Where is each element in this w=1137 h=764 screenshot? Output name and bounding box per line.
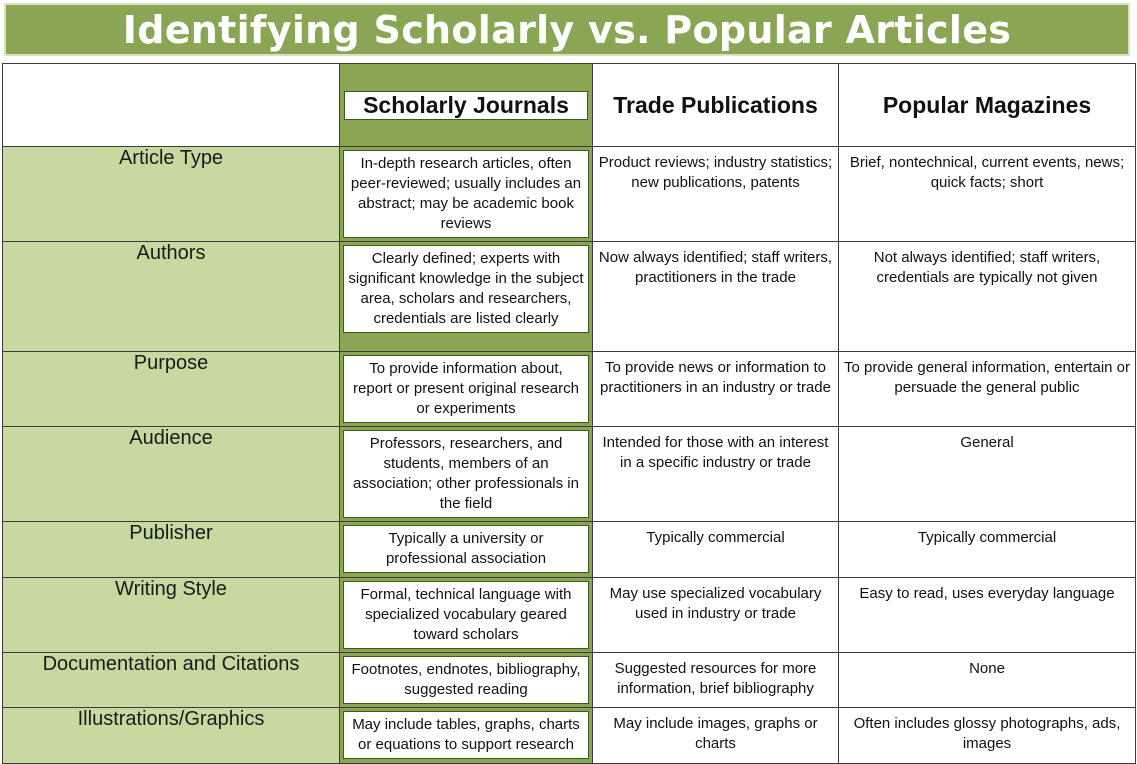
title-banner bbox=[0, 0, 1137, 62]
row-label: Audience bbox=[129, 427, 213, 449]
scholarly-text: Professors, researchers, and students, members of an association; other professionals in the field bbox=[343, 430, 589, 518]
table-row bbox=[3, 147, 1136, 242]
trade-cell: Now always identified; staff writers, practitioners in the trade bbox=[593, 242, 839, 352]
comparison-table bbox=[2, 63, 1136, 764]
popular-cell: Often includes glossy photographs, ads, images bbox=[839, 708, 1136, 764]
popular-cell: To provide general information, entertain or persuade the general public bbox=[839, 352, 1136, 427]
row-label: Publisher bbox=[129, 522, 213, 544]
header-popular-magazines bbox=[839, 64, 1136, 147]
scholarly-cell bbox=[340, 578, 593, 653]
trade-cell: Intended for those with an interest in a specific industry or trade bbox=[593, 427, 839, 522]
row-label-cell bbox=[3, 352, 340, 427]
popular-cell: Brief, nontechnical, current events, news; quick facts; short bbox=[839, 147, 1136, 242]
row-label-cell bbox=[3, 147, 340, 242]
trade-cell: May include images, graphs or charts bbox=[593, 708, 839, 764]
scholarly-text: To provide information about, report or present original research or experiments bbox=[343, 355, 589, 423]
row-label-cell bbox=[3, 653, 340, 708]
scholarly-cell bbox=[340, 427, 593, 522]
scholarly-cell bbox=[340, 147, 593, 242]
trade-cell: May use specialized vocabulary used in industry or trade bbox=[593, 578, 839, 653]
header-trade-publications bbox=[593, 64, 839, 147]
row-label-cell bbox=[3, 522, 340, 578]
page-title: Identifying Scholarly vs. Popular Articles bbox=[122, 7, 1012, 52]
header-scholarly-label: Scholarly Journals bbox=[344, 91, 588, 120]
trade-cell: To provide news or information to practitioners in an industry or trade bbox=[593, 352, 839, 427]
table-row bbox=[3, 242, 1136, 352]
table-row bbox=[3, 653, 1136, 708]
row-label-cell bbox=[3, 242, 340, 352]
trade-cell: Typically commercial bbox=[593, 522, 839, 578]
table-row bbox=[3, 578, 1136, 653]
header-row bbox=[3, 64, 1136, 147]
popular-cell: Typically commercial bbox=[839, 522, 1136, 578]
scholarly-text: In-depth research articles, often peer-reviewed; usually includes an abstract; may be academic book reviews bbox=[343, 150, 589, 238]
title-banner-background bbox=[4, 3, 1130, 56]
row-label: Article Type bbox=[118, 147, 224, 169]
row-label: Illustrations/Graphics bbox=[77, 708, 265, 730]
scholarly-text: May include tables, graphs, charts or equations to support research bbox=[343, 711, 589, 759]
scholarly-text: Footnotes, endnotes, bibliography, suggested reading bbox=[343, 656, 589, 704]
scholarly-cell bbox=[340, 352, 593, 427]
popular-cell: None bbox=[839, 653, 1136, 708]
scholarly-cell bbox=[340, 522, 593, 578]
row-label: Documentation and Citations bbox=[42, 653, 300, 675]
header-corner-cell bbox=[3, 64, 340, 147]
scholarly-text: Clearly defined; experts with significant knowledge in the subject area, scholars and researchers, credentials are listed clearly bbox=[343, 245, 589, 333]
header-popular-label: Popular Magazines bbox=[882, 91, 1092, 118]
scholarly-text: Typically a university or professional association bbox=[343, 525, 589, 573]
header-scholarly-journals bbox=[340, 64, 593, 147]
popular-cell: Not always identified; staff writers, credentials are typically not given bbox=[839, 242, 1136, 352]
table-row bbox=[3, 427, 1136, 522]
table-row bbox=[3, 522, 1136, 578]
row-label: Purpose bbox=[133, 352, 209, 374]
header-trade-label: Trade Publications bbox=[613, 91, 818, 118]
trade-cell: Suggested resources for more information, brief bibliography bbox=[593, 653, 839, 708]
row-label-cell bbox=[3, 427, 340, 522]
scholarly-text: Formal, technical language with specialized vocabulary geared toward scholars bbox=[343, 581, 589, 649]
popular-cell: Easy to read, uses everyday language bbox=[839, 578, 1136, 653]
trade-cell: Product reviews; industry statistics; new publications, patents bbox=[593, 147, 839, 242]
scholarly-cell bbox=[340, 242, 593, 352]
row-label-cell bbox=[3, 578, 340, 653]
popular-cell: General bbox=[839, 427, 1136, 522]
scholarly-cell bbox=[340, 653, 593, 708]
row-label: Writing Style bbox=[115, 578, 227, 600]
table-row bbox=[3, 352, 1136, 427]
row-label: Authors bbox=[136, 242, 206, 264]
